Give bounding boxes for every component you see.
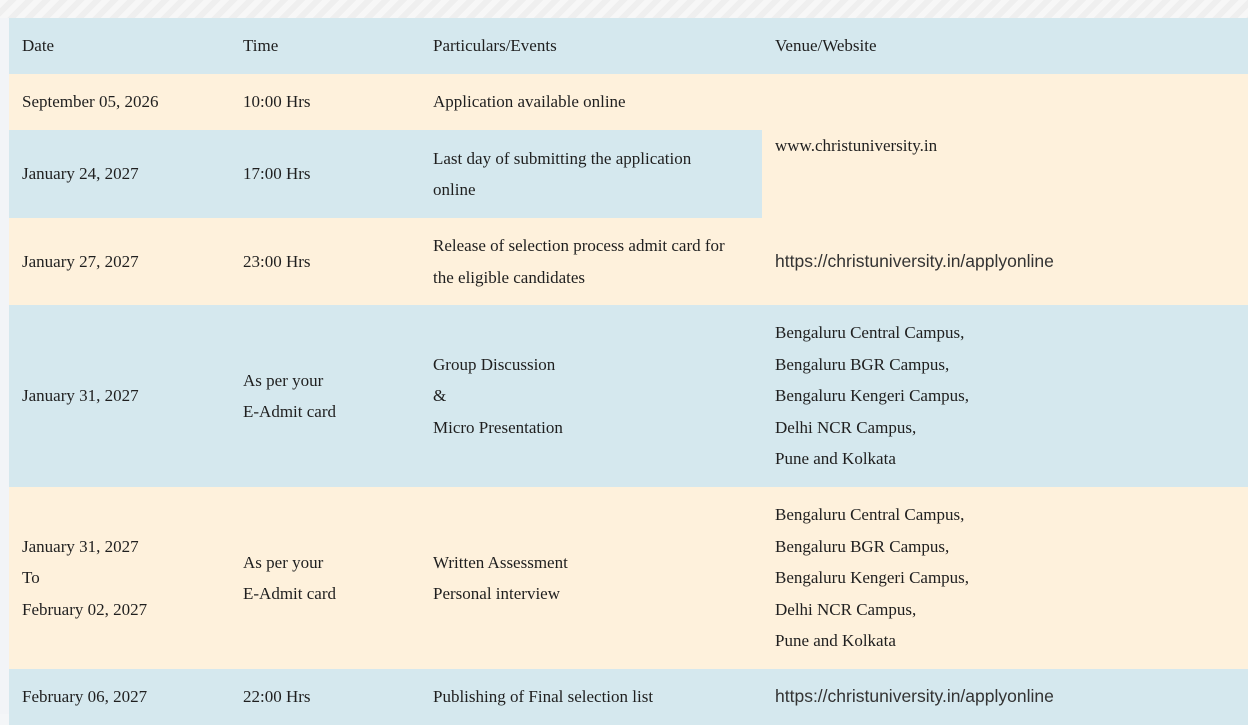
date-cell: January 27, 2027 — [22, 251, 139, 271]
time-cell: As per your E-Admit card — [243, 370, 336, 421]
date-cell: February 06, 2027 — [22, 687, 148, 707]
apply-online-link[interactable]: https://christuniversity.in/applyonline — [775, 250, 1054, 271]
event-cell: Release of selection process admit card for the eligible candidates — [433, 236, 725, 287]
time-cell: 17:00 Hrs — [243, 164, 311, 184]
table-row — [9, 74, 1248, 130]
page-side-strip — [0, 18, 9, 714]
website-link[interactable]: www.christuniversity.in — [775, 136, 938, 155]
admission-schedule-table — [9, 18, 1248, 725]
table-row — [9, 305, 1248, 487]
time-cell: 10:00 Hrs — [243, 92, 311, 112]
time-cell: 22:00 Hrs — [243, 687, 311, 707]
table-header-row — [9, 18, 1248, 74]
table-row — [9, 218, 1248, 305]
time-cell: 23:00 Hrs — [243, 251, 311, 271]
event-cell: Last day of submitting the application online — [433, 148, 692, 199]
event-cell: Application available online — [433, 92, 626, 112]
page-background-pattern — [0, 0, 1248, 19]
date-cell: January 24, 2027 — [22, 164, 139, 184]
header-particulars: Particulars/Events — [433, 36, 557, 56]
date-cell: January 31, 2027 To February 02, 2027 — [22, 536, 148, 619]
header-date: Date — [22, 36, 55, 56]
venue-cell-merged — [762, 74, 1248, 218]
time-cell: As per your E-Admit card — [243, 552, 336, 603]
table-row — [9, 487, 1248, 669]
table-row — [9, 669, 1248, 725]
header-venue: Venue/Website — [775, 36, 877, 56]
date-cell: January 31, 2027 — [22, 386, 139, 406]
header-time: Time — [243, 36, 279, 56]
venue-cell — [762, 218, 1248, 305]
event-cell: Publishing of Final selection list — [433, 687, 654, 707]
venue-cell: Bengaluru Central Campus, Bengaluru BGR Campus, Bengaluru Kengeri Campus, Delhi NCR Campus, Pune and Kolkata — [775, 323, 970, 469]
apply-online-link[interactable]: https://christuniversity.in/applyonline — [775, 686, 1054, 707]
event-cell: Written Assessment Personal interview — [433, 552, 568, 603]
date-cell: September 05, 2026 — [22, 92, 159, 112]
venue-cell — [762, 669, 1248, 725]
event-cell: Group Discussion & Micro Presentation — [433, 354, 563, 437]
venue-cell: Bengaluru Central Campus, Bengaluru BGR Campus, Bengaluru Kengeri Campus, Delhi NCR Campus, Pune and Kolkata — [775, 505, 970, 651]
